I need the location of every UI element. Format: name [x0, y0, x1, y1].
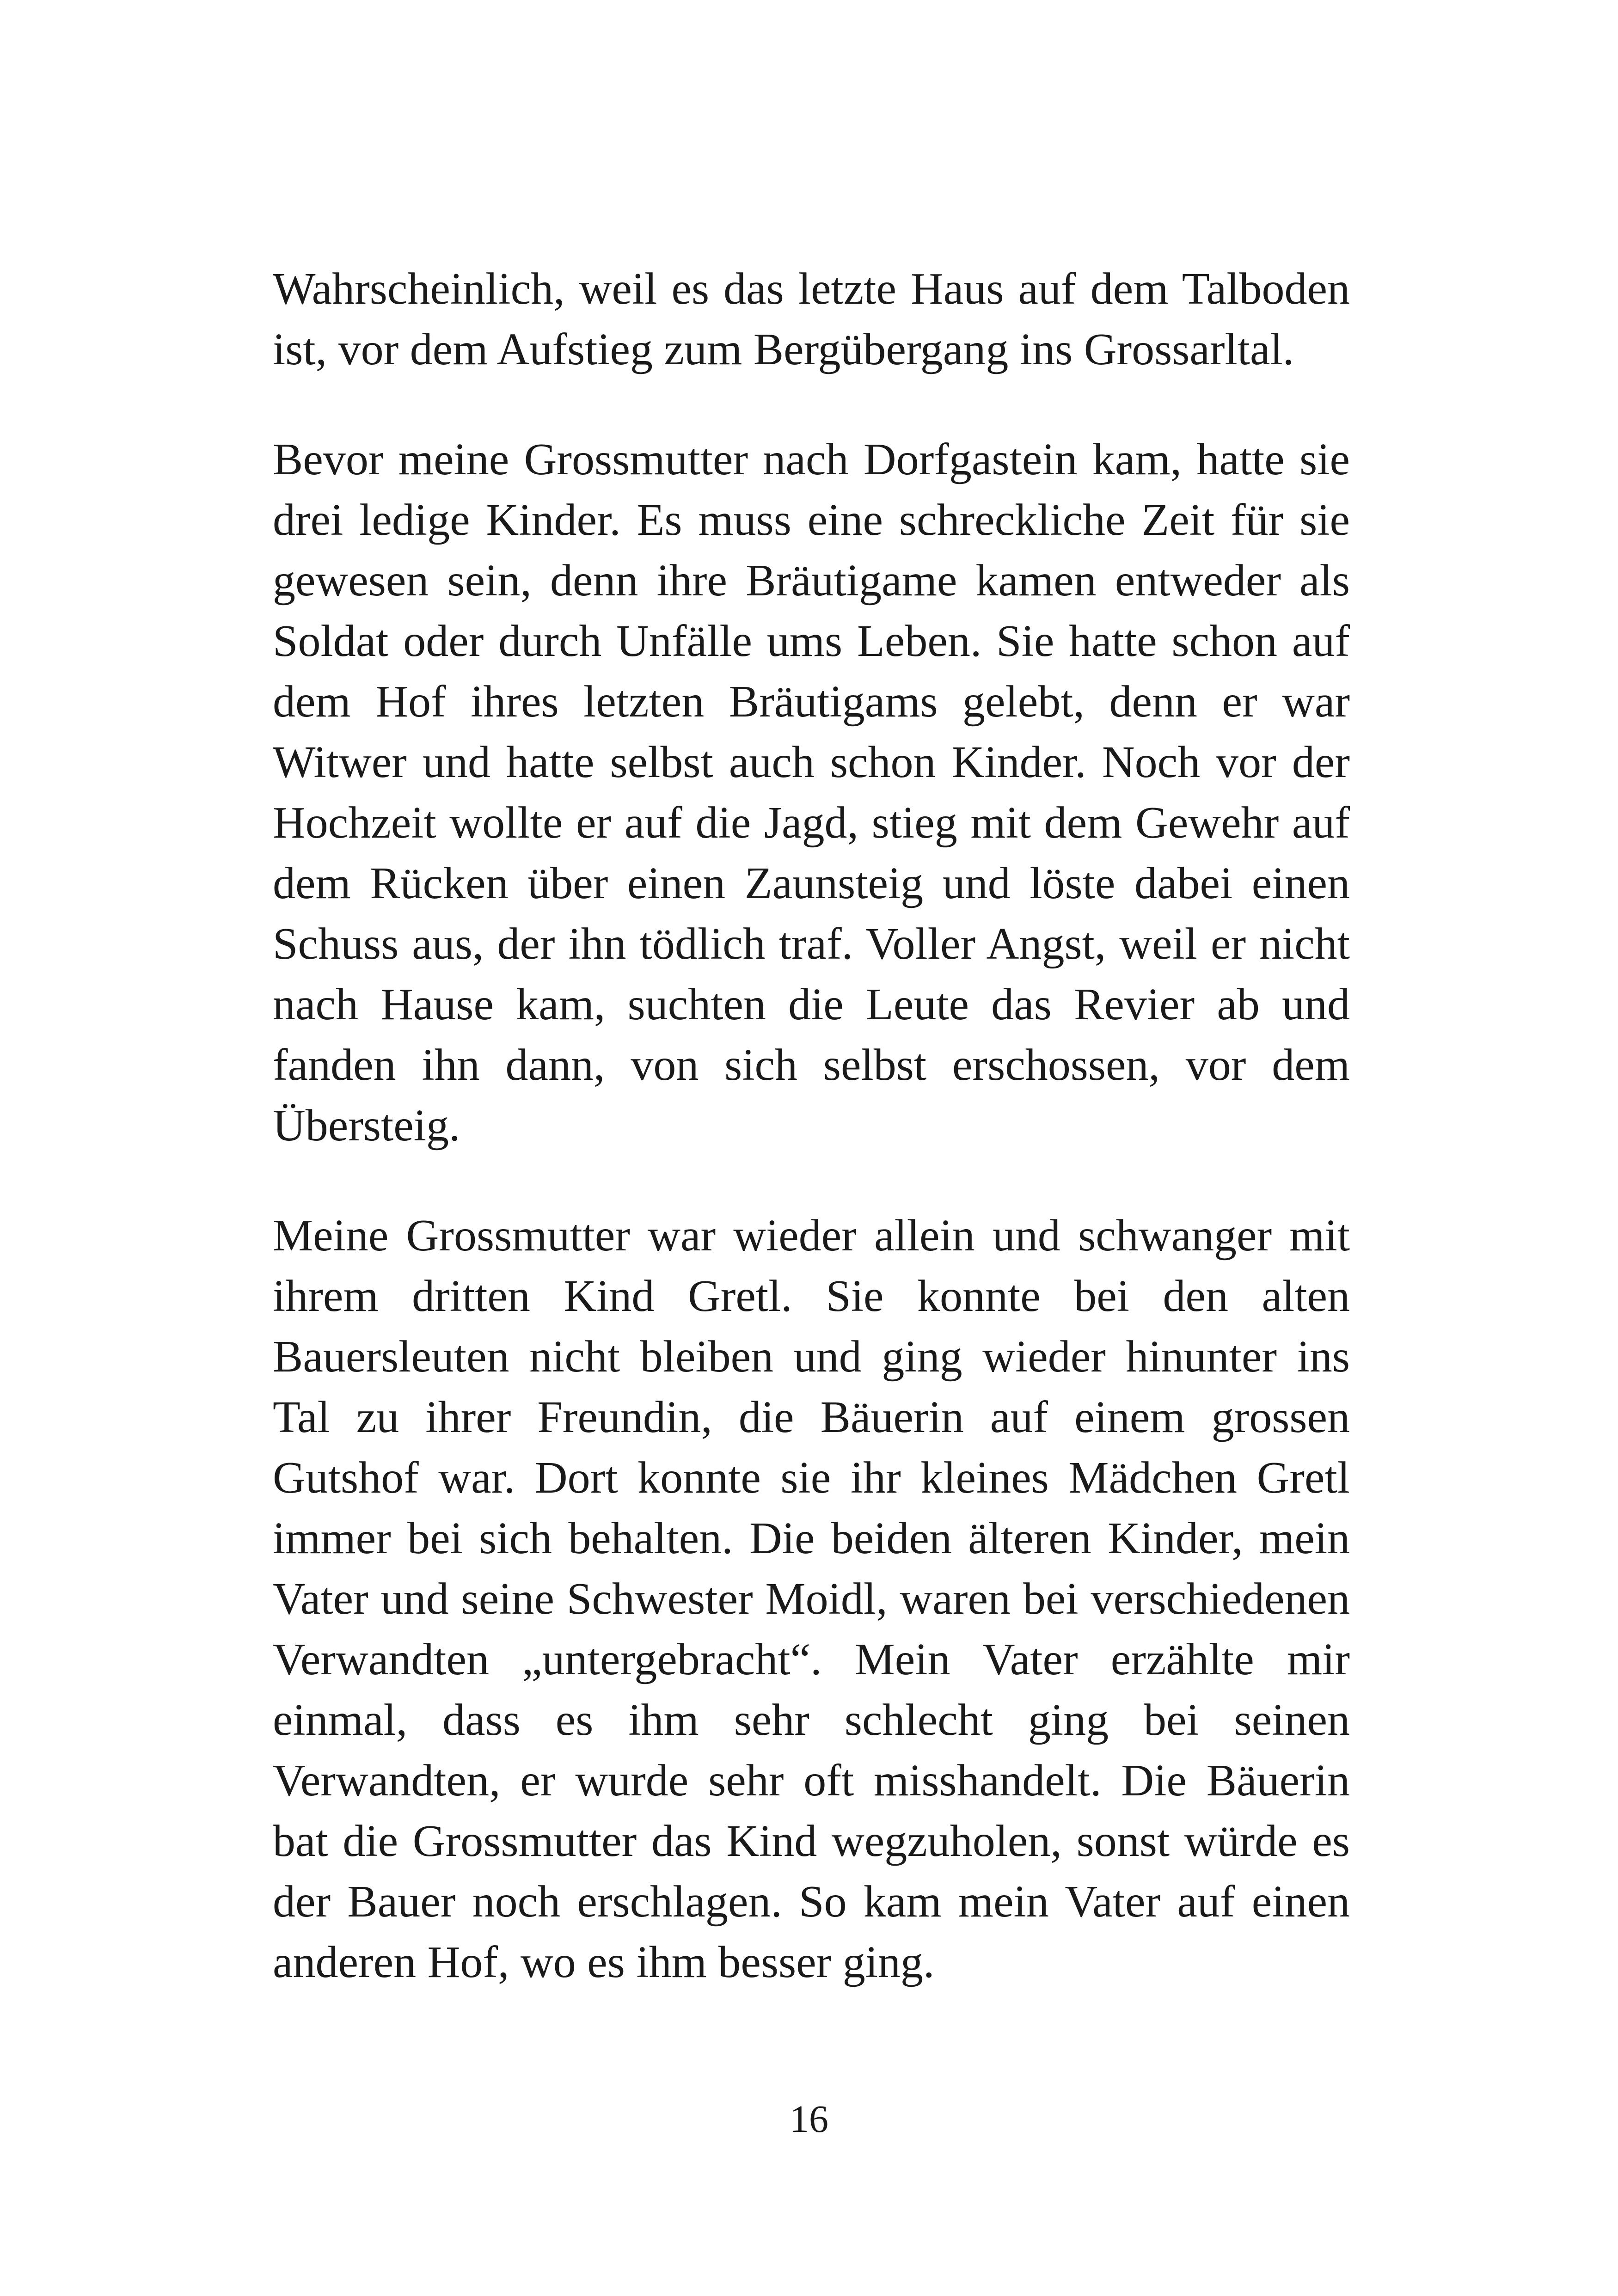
paragraph-2: Bevor meine Grossmutter nach Dorfgastein kam, hatte sie drei ledige Kinder. Es muss eine schreckliche Zeit für sie gewesen sein, denn ihre Bräutigame kamen entweder als Soldat oder durch Unfälle ums Leben. Sie hatte schon auf dem Hof ihres letzten Bräutigams gelebt, denn er war Witwer und hatte selbst auch schon Kinder. Noch vor der Hochzeit wollte er auf die Jagd, stieg mit dem Gewehr auf dem Rücken über einen Zaunsteig und löste dabei einen Schuss aus, der ihn tödlich traf. Voller Angst, weil er nicht nach Hause kam, suchten die Leute das Revier ab und fanden ihn dann, von sich selbst erschossen, vor dem Übersteig. [273, 435, 1350, 1151]
body-text [273, 259, 1350, 1993]
paragraph-1: Wahrscheinlich, weil es das letzte Haus auf dem Talboden ist, vor dem Aufstieg zum Bergübergang ins Grossarltal. [273, 264, 1350, 374]
page-number: 16 [790, 2098, 828, 2141]
paragraph-3: Meine Grossmutter war wieder allein und schwanger mit ihrem dritten Kind Gretl. Sie konnte bei den alten Bauersleuten nicht bleiben und ging wieder hinunter ins Tal zu ihrer Freundin, die Bäuerin auf einem grossen Gutshof war. Dort konnte sie ihr kleines Mädchen Gretl immer bei sich behalten. Die beiden älteren Kinder, mein Vater und seine Schwester Moidl, waren bei verschiedenen Verwandten „untergebracht“. Mein Vater erzählte mir einmal, dass es ihm sehr schlecht ging bei seinen Verwandten, er wurde sehr oft misshandelt. Die Bäuerin bat die Grossmutter das Kind wegzuholen, sonst würde es der Bauer noch erschlagen. So kam mein Vater auf einen anderen Hof, wo es ihm besser ging. [273, 1211, 1350, 1987]
